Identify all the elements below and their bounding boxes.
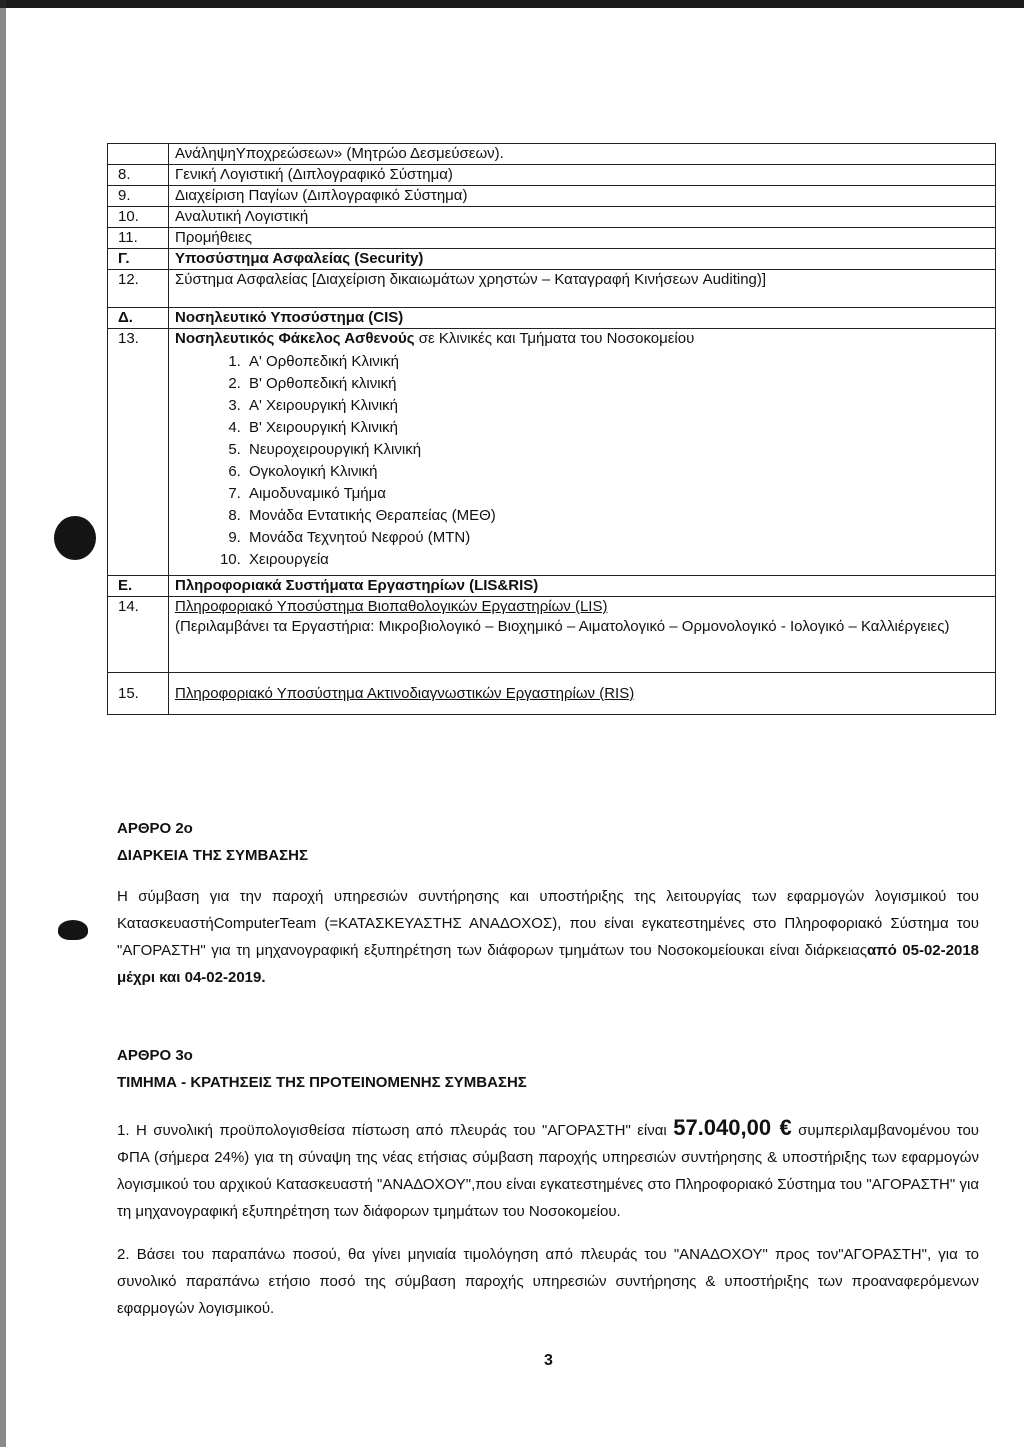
row-text: Προμήθειες xyxy=(169,228,996,249)
clinics-list xyxy=(175,351,989,571)
section-header-row xyxy=(108,308,996,329)
scan-left-edge xyxy=(0,0,6,1447)
article-2-text-main: Η σύμβαση για την παροχή υπηρεσιών συντήρησης και υποστήριξης της λειτουργίας των εφαρμογών λογισμικού του ΚατασκευαστήComputerTeam (=ΚΑΤΑΣΚΕΥΑΣΤΗΣ ΑΝΑΔΟΧΟΣ), που είναι εγκατεστημένες στο Πληροφοριακό Σύστημα του "ΑΓΟΡΑΣΤΗ" για τη μηχανογραφική εξυπηρέτηση των διάφορων τμημάτων του Νοσοκομείουκαι είναι διάρκειας xyxy=(117,888,979,959)
punch-hole-top xyxy=(54,516,96,560)
article-3 xyxy=(117,1042,979,1322)
row-text: Σύστημα Ασφαλείας [Διαχείριση δικαιωμάτων χρηστών – Καταγραφή Κινήσεων Auditing)] xyxy=(169,270,996,308)
row-text-underlined: Πληροφοριακό Υποσύστημα Ακτινοδιαγνωστικών Εργαστηρίων (RIS) xyxy=(169,673,996,715)
section-header-row xyxy=(108,576,996,597)
row-text-rest: (Περιλαμβάνει τα Εργαστήρια: Μικροβιολογικό – Βιοχημικό – Αιματολογικό – Ορμονολογικό - Ιολογικό – Καλλιέργειες) xyxy=(175,618,950,635)
row-text: Γενική Λογιστική (Διπλογραφικό Σύστημα) xyxy=(169,165,996,186)
row-number: 9. xyxy=(108,186,169,207)
article-2-subheading: ΔΙΑΡΚΕΙΑ ΤΗΣ ΣΥΜΒΑΣΗΣ xyxy=(117,847,308,864)
section-title: Υποσύστημα Ασφαλείας (Security) xyxy=(169,249,996,270)
table-row xyxy=(108,207,996,228)
section-letter: Ε. xyxy=(108,576,169,597)
list-item: 5. Νευροχειρουργική Κλινική xyxy=(245,439,989,461)
article-3-paragraph-1 xyxy=(117,1114,979,1225)
list-item: 8. Μονάδα Εντατικής Θεραπείας (ΜΕΘ) xyxy=(245,505,989,527)
scan-top-border xyxy=(0,0,1024,8)
total-amount: 57.040,00 € xyxy=(673,1115,792,1140)
table-row xyxy=(108,144,996,165)
paragraph-number: 1. xyxy=(117,1122,130,1139)
page-number: 3 xyxy=(544,1352,553,1369)
article-2-heading: ΑΡΘΡΟ 2ο xyxy=(117,820,193,837)
table-row xyxy=(108,270,996,308)
article-3-paragraph-2 xyxy=(117,1241,979,1322)
list-item: 1. Α' Ορθοπεδική Κλινική xyxy=(245,351,989,373)
table-row xyxy=(108,673,996,715)
section-header-row xyxy=(108,249,996,270)
list-item: 7. Αιμοδυναμικό Τμήμα xyxy=(245,483,989,505)
list-item: 6. Ογκολογική Κλινική xyxy=(245,461,989,483)
contract-period: από 05-02-2018 μέχρι και 04-02-2019. xyxy=(117,942,980,986)
paragraph-text: συμπεριλαμβανομένου του ΦΠΑ (σήμερα 24%) για τη σύναψη της νέας ετήσιας σύμβαση παροχής υπηρεσιών συντήρησης & υποστήριξης των εφαρμογών λογισμικού του αρχικού Κατασκευαστή "ΑΝΑΔΟΧΟΥ",που είναι εγκατεστημένες στο Πληροφοριακό Σύστημα του "ΑΓΟΡΑΣΤΗ" για τη μηχανογραφική εξυπηρέτηση των διάφορων τμημάτων του Νοσοκομείου. xyxy=(117,1122,979,1220)
row-text-rest: σε Κλινικές και Τμήματα του Νοσοκομείου xyxy=(414,330,695,347)
modules-table xyxy=(107,143,996,715)
section-title: Πληροφοριακά Συστήματα Εργαστηρίων (LIS&RIS) xyxy=(169,576,996,597)
list-item: 2. Β' Ορθοπεδική κλινική xyxy=(245,373,989,395)
row-number: 8. xyxy=(108,165,169,186)
table-row xyxy=(108,597,996,673)
list-item: 9. Μονάδα Τεχνητού Νεφρού (ΜΤΝ) xyxy=(245,527,989,549)
table-row xyxy=(108,186,996,207)
section-letter: Δ. xyxy=(108,308,169,329)
row-number: 12. xyxy=(108,270,169,308)
article-2-text xyxy=(117,883,979,991)
row-number: 15. xyxy=(108,673,169,715)
row-number: 11. xyxy=(108,228,169,249)
row-number: 13. xyxy=(108,329,169,576)
paragraph-text: Η συνολική προϋπολογισθείσα πίστωση από πλευράς του "ΑΓΟΡΑΣΤΗ" είναι xyxy=(135,1122,667,1139)
row-text-bold: Νοσηλευτικός Φάκελος Ασθενούς xyxy=(175,330,415,347)
row-text: ΑνάληψηΥποχρεώσεων» (Μητρώο Δεσμεύσεων). xyxy=(169,144,996,165)
row-text xyxy=(169,597,996,673)
row-number: 14. xyxy=(108,597,169,673)
row-text: Διαχείριση Παγίων (Διπλογραφικό Σύστημα) xyxy=(169,186,996,207)
punch-hole-bottom xyxy=(58,920,88,940)
row-number: 10. xyxy=(108,207,169,228)
list-item: 3. Α' Χειρουργική Κλινική xyxy=(245,395,989,417)
article-2 xyxy=(117,815,979,991)
row-text-underlined: Πληροφοριακό Υποσύστημα Βιοπαθολογικών Εργαστηρίων (LIS) xyxy=(175,598,608,615)
article-3-subheading: ΤΙΜΗΜΑ - ΚΡΑΤΗΣΕΙΣ ΤΗΣ ΠΡΟΤΕΙΝΟΜΕΝΗΣ ΣΥΜΒΑΣΗΣ xyxy=(117,1074,527,1091)
row-text: Αναλυτική Λογιστική xyxy=(169,207,996,228)
row-number xyxy=(108,144,169,165)
article-3-heading: ΑΡΘΡΟ 3ο xyxy=(117,1047,193,1064)
row-text xyxy=(169,329,996,576)
section-letter: Γ. xyxy=(108,249,169,270)
list-item: 10. Χειρουργεία xyxy=(245,549,989,571)
paragraph-number: 2. xyxy=(117,1246,130,1263)
list-item: 4. Β' Χειρουργική Κλινική xyxy=(245,417,989,439)
table-row xyxy=(108,165,996,186)
table-row xyxy=(108,329,996,576)
section-title: Νοσηλευτικό Υποσύστημα (CIS) xyxy=(169,308,996,329)
table-row xyxy=(108,228,996,249)
paragraph-text: Βάσει του παραπάνω ποσού, θα γίνει μηνιαία τιμολόγηση από πλευράς του "ΑΝΑΔΟΧΟΥ" προς τον"ΑΓΟΡΑΣΤΗ", για το συνολικό παραπάνω ετήσιο ποσό της σύμβαση παροχής υπηρεσιών συντήρησης & υποστήριξης των προαναφερόμενων εφαρμογών λογισμικού. xyxy=(117,1246,980,1317)
